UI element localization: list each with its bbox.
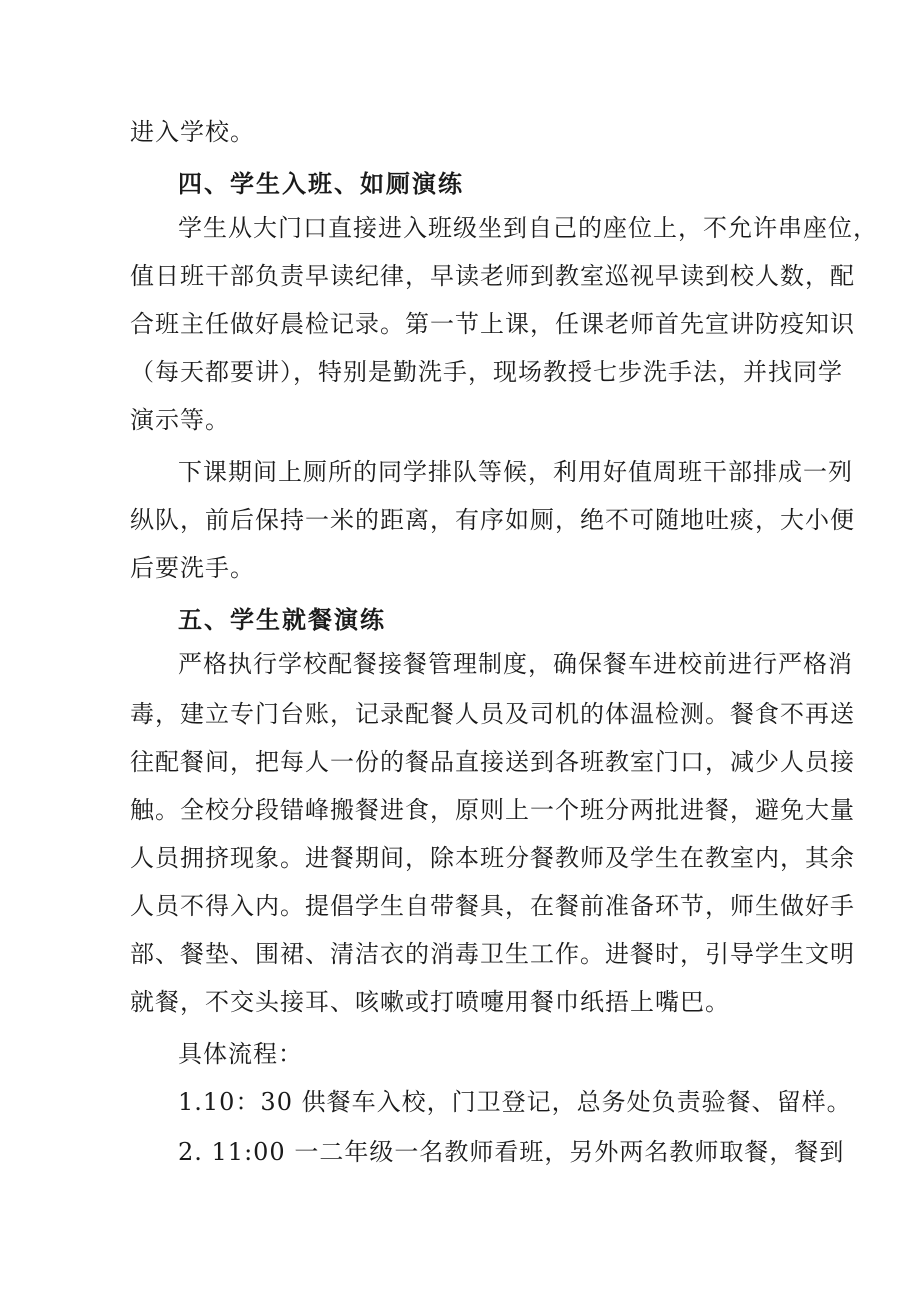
section-4-heading: 四、学生入班、如厕演练 — [178, 170, 464, 198]
section-5-para1-line: 严格执行学校配餐接餐管理制度，确保餐车进校前进行严格消 — [178, 650, 853, 678]
section-4-para1-line: （每天都要讲），特别是勤洗手，现场教授七步洗手法，并找同学 — [130, 358, 843, 386]
section-4-para1-line: 演示等。 — [130, 406, 230, 434]
flow-step: 2. 11:00 一二年级一名教师看班，另外两名教师取餐，餐到 — [178, 1138, 845, 1166]
continuation-text: 进入学校。 — [130, 118, 255, 146]
section-4-para2-line: 后要洗手。 — [130, 554, 255, 582]
section-5-para1-line: 往配餐间，把每人一份的餐品直接送到各班教室门口，减少人员接 — [130, 748, 855, 776]
flow-label: 具体流程： — [178, 1040, 303, 1068]
section-5-para1-line: 触。全校分段错峰搬餐进食，原则上一个班分两批进餐，避免大量 — [130, 796, 855, 824]
section-4-para1-line: 值日班干部负责早读纪律，早读老师到教室巡视早读到校人数，配 — [130, 262, 855, 290]
section-4-para1-line: 学生从大门口直接进入班级坐到自己的座位上，不允许串座位， — [178, 214, 878, 242]
section-5-heading: 五、学生就餐演练 — [178, 606, 386, 634]
section-5-para1-line: 部、餐垫、围裙、清洁衣的消毒卫生工作。进餐时，引导学生文明 — [130, 940, 855, 968]
section-4-para2-line: 纵队，前后保持一米的距离，有序如厕，绝不可随地吐痰，大小便 — [130, 506, 855, 534]
section-4-para1-line: 合班主任做好晨检记录。第一节上课，任课老师首先宣讲防疫知识 — [130, 310, 855, 338]
section-5-para1-line: 就餐，不交头接耳、咳嗽或打喷嚏用餐巾纸捂上嘴巴。 — [130, 988, 730, 1016]
section-4-para2-line: 下课期间上厕所的同学排队等候，利用好值周班干部排成一列 — [178, 458, 853, 486]
section-5-para1-line: 毒，建立专门台账，记录配餐人员及司机的体温检测。餐食不再送 — [130, 700, 855, 728]
section-5-para1-line: 人员拥挤现象。进餐期间，除本班分餐教师及学生在教室内，其余 — [130, 844, 855, 872]
flow-step: 1.10：30 供餐车入校，门卫登记，总务处负责验餐、留样。 — [178, 1088, 852, 1116]
section-5-para1-line: 人员不得入内。提倡学生自带餐具，在餐前准备环节，师生做好手 — [130, 892, 855, 920]
